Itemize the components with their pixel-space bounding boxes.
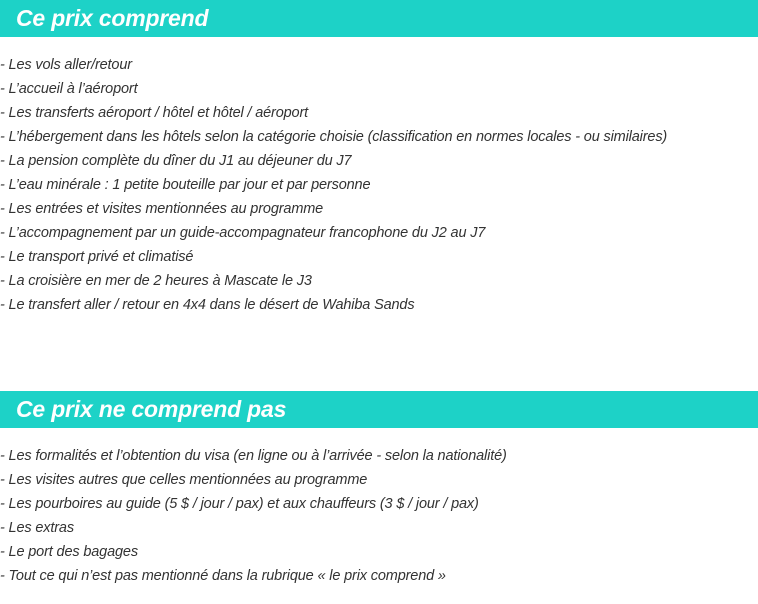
list-item: - L’hébergement dans les hôtels selon la catégorie choisie (classification en normes locales - ou similaires): [0, 129, 668, 145]
included-list: [0, 53, 667, 317]
list-item: - Les vols aller/retour: [0, 57, 132, 73]
list-item: - Les extras: [0, 520, 74, 536]
list-item: - Les visites autres que celles mentionnées au programme: [0, 472, 368, 488]
list-item: - La croisière en mer de 2 heures à Mascate le J3: [0, 273, 312, 289]
list-item: - L’eau minérale : 1 petite bouteille par jour et par personne: [0, 177, 371, 193]
list-item: - Le port des bagages: [0, 544, 138, 560]
list-item: - Les formalités et l’obtention du visa (en ligne ou à l’arrivée - selon la nationalité): [0, 448, 507, 464]
list-item: - Tout ce qui n’est pas mentionné dans la rubrique « le prix comprend »: [0, 568, 446, 584]
list-item: - Les pourboires au guide (5 $ / jour / pax) et aux chauffeurs (3 $ / jour / pax): [0, 496, 479, 512]
section-header-included: Ce prix comprend: [0, 0, 758, 37]
list-item: - L’accueil à l’aéroport: [0, 81, 138, 97]
list-item: - Le transport privé et climatisé: [0, 249, 194, 265]
list-item: - Le transfert aller / retour en 4x4 dans le désert de Wahiba Sands: [0, 297, 415, 313]
section-header-excluded: Ce prix ne comprend pas: [0, 391, 758, 428]
list-item: - Les transferts aéroport / hôtel et hôtel / aéroport: [0, 105, 308, 121]
list-item: - L’accompagnement par un guide-accompagnateur francophone du J2 au J7: [0, 225, 486, 241]
list-item: - La pension complète du dîner du J1 au déjeuner du J7: [0, 153, 352, 169]
list-item: - Les entrées et visites mentionnées au programme: [0, 201, 324, 217]
excluded-list: [0, 444, 507, 588]
